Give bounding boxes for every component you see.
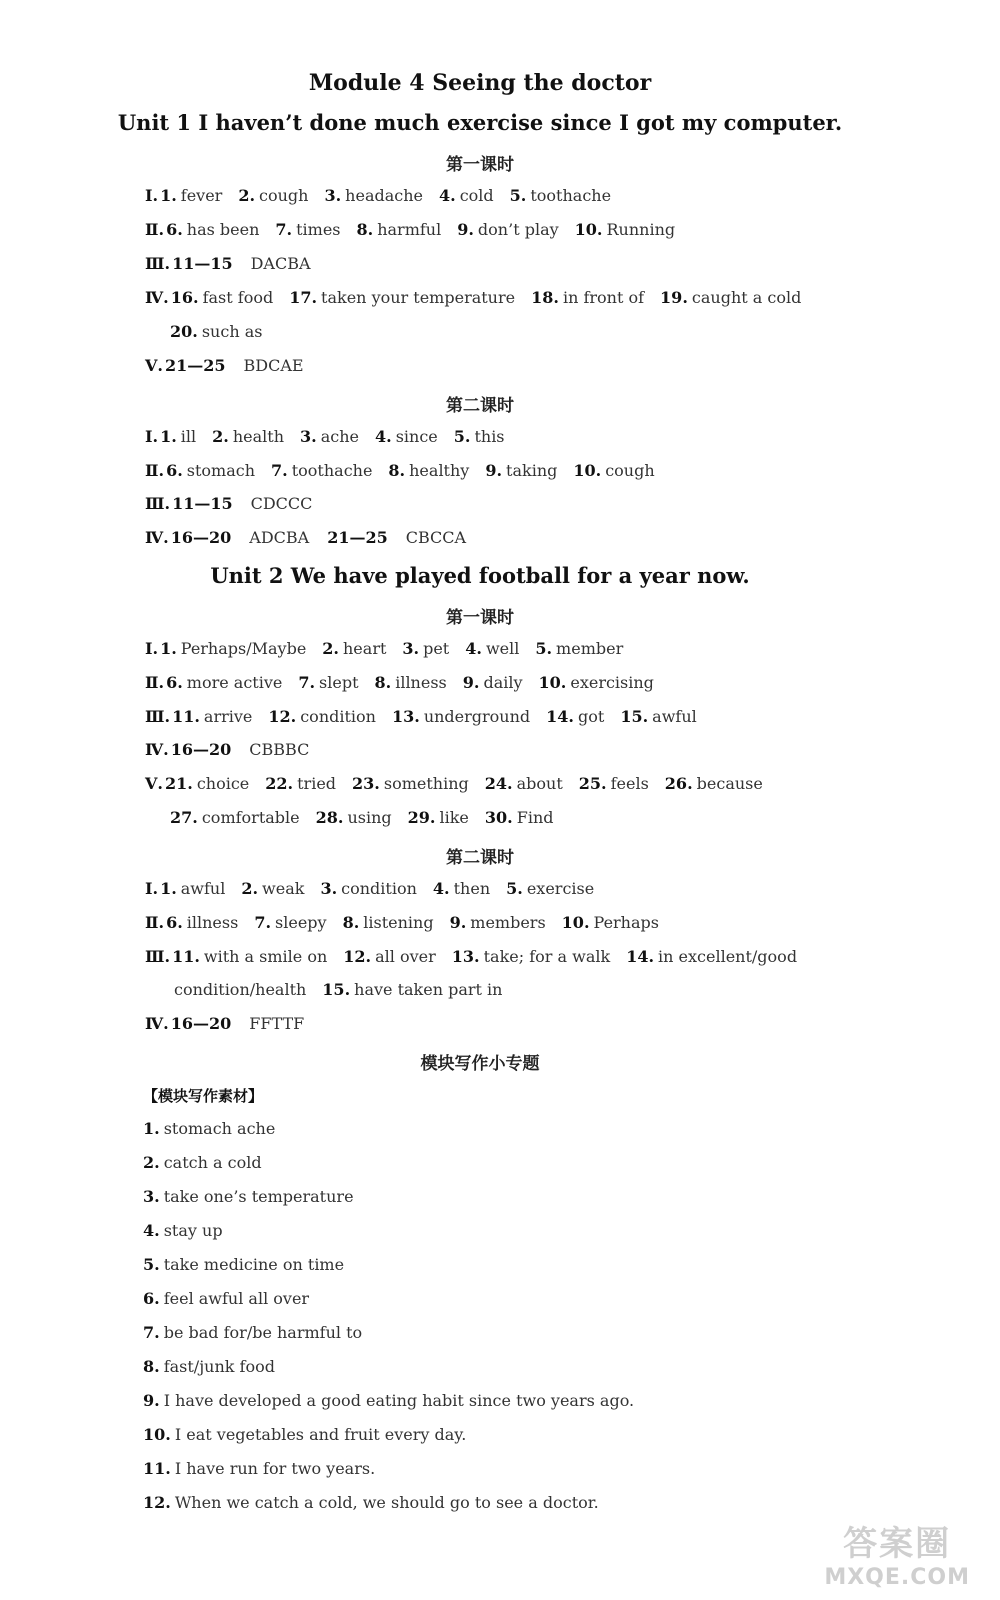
roman-numeral: Ⅱ. [145, 673, 165, 692]
writing-item [143, 1119, 275, 1138]
writing-item [143, 1289, 309, 1308]
answer-number: 8. [356, 220, 374, 239]
answer-item [457, 220, 558, 239]
answer-text: like [439, 808, 469, 827]
answer-text: in excellent/good [658, 947, 798, 966]
answer-item [375, 673, 447, 692]
answer-text: well [485, 639, 520, 658]
answer-number: 9. [457, 220, 474, 239]
answer-text: comfortable [201, 808, 300, 827]
answer-number: 13. [451, 947, 480, 966]
answer-text: feels [610, 774, 649, 793]
answer-text: pet [423, 639, 450, 658]
answer-number: 5. [453, 427, 471, 446]
answer-number: 2. [322, 639, 339, 658]
answer-item [343, 913, 434, 932]
answer-number: 15. [620, 707, 649, 726]
answer-item [316, 808, 392, 827]
writing-item [143, 1459, 375, 1478]
answer-range: 16—20 [170, 1014, 232, 1033]
answer-item [172, 947, 327, 966]
writing-item-number: 7. [143, 1323, 160, 1342]
answer-number: 8. [342, 913, 360, 932]
answer-text: taken your temperature [321, 288, 516, 307]
answer-text: ill [180, 427, 197, 446]
answer-text: exercise [526, 879, 595, 898]
u1l1-section-1 [145, 186, 611, 205]
writing-subtitle: 【模块写作素材】 [143, 1087, 264, 1105]
answer-item [160, 427, 196, 446]
writing-item-text: feel awful all over [163, 1289, 310, 1308]
answer-item [166, 220, 259, 239]
answer-item [454, 427, 505, 446]
writing-item-text: When we catch a cold, we should go to see a doctor. [174, 1493, 599, 1512]
answer-item [535, 639, 623, 658]
answer-number: 2. [241, 879, 259, 898]
answer-item [170, 808, 300, 827]
answer-number: 5. [535, 639, 553, 658]
answer-item [402, 639, 449, 658]
answer-item [160, 186, 222, 205]
answer-item [375, 427, 438, 446]
answer-text: member [556, 639, 624, 658]
answer-text: condition [341, 879, 417, 898]
writing-item-text: stay up [163, 1221, 223, 1240]
answer-number: 6. [166, 461, 183, 480]
answer-text: taking [506, 461, 558, 480]
answer-number: 3. [320, 879, 338, 898]
answer-number: 9. [462, 673, 480, 692]
answer-item [463, 673, 523, 692]
answer-text: sleepy [275, 913, 327, 932]
u2l2-section-3-cont [170, 980, 502, 999]
writing-item [143, 1255, 344, 1274]
answer-text: harmful [377, 220, 442, 239]
u1l1-section-5 [145, 356, 304, 375]
answer-text: health [232, 427, 284, 446]
answer-number: 5. [509, 186, 527, 205]
u2l2-section-1 [145, 879, 594, 898]
answer-text: in front of [562, 288, 645, 307]
roman-numeral: Ⅲ. [145, 254, 171, 273]
answer-item [485, 774, 563, 793]
answer-number: 10. [538, 673, 567, 692]
writing-item [143, 1425, 466, 1444]
u1l1-section-3 [145, 254, 311, 273]
answer-text: take; for a walk [483, 947, 611, 966]
u2l1-section-5 [145, 774, 763, 793]
answer-text: toothache [530, 186, 612, 205]
answer-text: got [578, 707, 605, 726]
answer-text: Perhaps/Maybe [180, 639, 307, 658]
roman-numeral: Ⅴ. [145, 774, 163, 793]
answer-item [170, 322, 262, 341]
answer-number: 18. [531, 288, 559, 307]
answer-item [265, 774, 336, 793]
roman-numeral: Ⅲ. [145, 494, 171, 513]
answer-number: 4. [439, 186, 456, 205]
answer-number: 1. [160, 427, 177, 446]
answer-item [343, 947, 436, 966]
answer-number: 12. [268, 707, 297, 726]
answer-number: 4. [432, 879, 450, 898]
answer-text: Running [606, 220, 676, 239]
writing-item-number: 11. [143, 1459, 171, 1478]
answer-number: 29. [407, 808, 436, 827]
answer-item [573, 461, 654, 480]
writing-item-text: catch a cold [163, 1153, 262, 1172]
answer-number: 6. [166, 220, 183, 239]
answer-item [324, 186, 423, 205]
answer-text: condition/health [174, 980, 307, 999]
u1l1-section-4-cont [170, 322, 262, 341]
u2l2-section-4 [145, 1014, 304, 1033]
answer-number: 9. [485, 461, 503, 480]
roman-numeral: Ⅳ. [145, 740, 169, 759]
answer-item [166, 461, 255, 480]
answer-item [575, 220, 675, 239]
answer-text: don’t play [477, 220, 559, 239]
answer-number: 21. [164, 774, 193, 793]
unit2-lesson2-title: 第二课时 [446, 848, 514, 868]
answer-number: 25. [578, 774, 607, 793]
answer-number: 15. [322, 980, 351, 999]
answer-item [165, 774, 249, 793]
answer-item [160, 639, 306, 658]
answer-item [531, 288, 644, 307]
answer-number: 30. [484, 808, 513, 827]
writing-item-number: 1. [143, 1119, 160, 1138]
module-title: Module 4 Seeing the doctor [308, 70, 652, 96]
answer-text: listening [363, 913, 434, 932]
answer-range: 21—25 [164, 356, 226, 375]
u2l1-section-2 [145, 673, 654, 692]
answer-number: 20. [170, 322, 198, 341]
answer-letters: ADCBA [249, 528, 310, 547]
answer-number: 3. [324, 186, 342, 205]
answer-text: slept [319, 673, 359, 692]
u1l2-section-3 [145, 494, 312, 513]
answer-item [539, 673, 654, 692]
answer-number: 11. [172, 707, 200, 726]
u2l1-section-4 [145, 740, 309, 759]
answer-number: 3. [402, 639, 420, 658]
writing-item-number: 2. [143, 1153, 160, 1172]
answer-item [212, 427, 284, 446]
answer-number: 4. [465, 639, 482, 658]
answer-text: cough [605, 461, 655, 480]
answer-item [452, 947, 610, 966]
answer-number: 7. [271, 461, 288, 480]
answer-text: then [453, 879, 491, 898]
answer-number: 10. [573, 461, 602, 480]
answer-letters: CBBBC [249, 740, 310, 759]
writing-item-text: take medicine on time [163, 1255, 345, 1274]
writing-item-text: I eat vegetables and fruit every day. [174, 1425, 467, 1444]
answer-item [433, 879, 490, 898]
writing-item-text: I have developed a good eating habit since two years ago. [163, 1391, 635, 1410]
u1l2-section-1 [145, 427, 505, 446]
answer-text: illness [395, 673, 447, 692]
answer-text: using [347, 808, 392, 827]
answer-item [388, 461, 469, 480]
answer-text: stomach [186, 461, 256, 480]
answer-item [320, 879, 416, 898]
answer-text: tried [297, 774, 337, 793]
answer-range: 11—15 [172, 494, 233, 513]
answer-text: weak [262, 879, 305, 898]
answer-number: 2. [238, 186, 256, 205]
unit2-title: Unit 2 We have played football for a year now. [210, 563, 750, 588]
answer-number: 24. [484, 774, 513, 793]
u2l1-section-5-cont [170, 808, 554, 827]
u1l1-section-4 [145, 288, 801, 307]
answer-text: with a smile on [203, 947, 328, 966]
answer-item [289, 288, 515, 307]
writing-item [143, 1493, 599, 1512]
answer-text: fast food [202, 288, 274, 307]
roman-numeral: Ⅳ. [145, 1014, 169, 1033]
answer-item [160, 879, 225, 898]
answer-item [275, 220, 340, 239]
answer-text: this [474, 427, 505, 446]
answer-range-2: 21—25 [327, 528, 388, 547]
roman-numeral: Ⅱ. [145, 913, 165, 932]
answer-item [352, 774, 469, 793]
answer-number: 9. [449, 913, 467, 932]
answer-number: 7. [298, 673, 316, 692]
answer-range: 16—20 [170, 740, 232, 759]
answer-letters: FFTTF [249, 1014, 305, 1033]
u2l1-section-1 [145, 639, 623, 658]
u1l2-section-4 [145, 528, 466, 547]
writing-item [143, 1391, 634, 1410]
writing-item-number: 12. [143, 1493, 171, 1512]
answer-item [465, 639, 519, 658]
roman-numeral: Ⅰ. [145, 186, 159, 205]
answer-text: Perhaps [593, 913, 659, 932]
answer-number: 1. [160, 879, 177, 898]
writing-item-number: 9. [143, 1391, 160, 1410]
answer-number: 10. [574, 220, 603, 239]
answer-number: 10. [561, 913, 590, 932]
unit2-lesson1-title: 第一课时 [446, 608, 514, 628]
roman-numeral: Ⅱ. [145, 220, 165, 239]
u1l2-section-2 [145, 461, 655, 480]
writing-item [143, 1221, 223, 1240]
answer-range: 11—15 [172, 254, 233, 273]
writing-item [143, 1153, 262, 1172]
answer-item [408, 808, 469, 827]
writing-item-text: stomach ache [163, 1119, 276, 1138]
roman-numeral: Ⅰ. [145, 427, 159, 446]
answer-number: 13. [391, 707, 420, 726]
answer-number: 14. [626, 947, 655, 966]
answer-item [562, 913, 659, 932]
u2l1-section-3 [145, 707, 697, 726]
roman-numeral: Ⅱ. [145, 461, 165, 480]
writing-item [143, 1323, 362, 1342]
answer-item [322, 980, 502, 999]
writing-item-number: 3. [143, 1187, 160, 1206]
answer-range: 16—20 [170, 528, 232, 547]
answer-number: 8. [374, 673, 392, 692]
answer-number: 17. [289, 288, 318, 307]
answer-text: awful [180, 879, 226, 898]
answer-number: 5. [506, 879, 523, 898]
answer-item [660, 288, 801, 307]
answer-text: choice [196, 774, 250, 793]
answer-text: members [470, 913, 546, 932]
answer-item [357, 220, 442, 239]
answer-letters: DACBA [250, 254, 311, 273]
watermark [824, 1516, 970, 1590]
answer-number: 26. [664, 774, 693, 793]
answer-item [620, 707, 696, 726]
answer-number: 6. [166, 913, 183, 932]
answer-number: 28. [315, 808, 344, 827]
answer-text: something [383, 774, 469, 793]
answer-item [172, 707, 252, 726]
answer-text: fever [180, 186, 223, 205]
writing-item-text: take one’s temperature [163, 1187, 354, 1206]
answer-number: 1. [160, 186, 177, 205]
answer-text: headache [345, 186, 423, 205]
answer-text: ache [320, 427, 359, 446]
answer-text: Find [516, 808, 554, 827]
watermark-cn: 答案圈 [843, 1524, 952, 1564]
answer-item [241, 879, 304, 898]
answer-number: 22. [265, 774, 294, 793]
answer-item [439, 186, 494, 205]
answer-text: daily [483, 673, 523, 692]
answer-item [506, 879, 594, 898]
answer-item [254, 913, 326, 932]
answer-text: all over [375, 947, 436, 966]
writing-item-number: 8. [143, 1357, 160, 1376]
roman-numeral: Ⅴ. [145, 356, 163, 375]
writing-item-number: 6. [143, 1289, 160, 1308]
answer-item [300, 427, 359, 446]
answer-item [450, 913, 546, 932]
roman-numeral: Ⅲ. [145, 947, 171, 966]
answer-text: have taken part in [354, 980, 503, 999]
answer-number: 7. [254, 913, 272, 932]
u2l2-section-2 [145, 913, 659, 932]
answer-text: cough [259, 186, 309, 205]
answer-item [166, 913, 238, 932]
answer-item [271, 461, 372, 480]
unit1-lesson2-title: 第二课时 [446, 396, 514, 416]
answer-text: condition [300, 707, 376, 726]
answer-item [238, 186, 308, 205]
answer-text: illness [186, 913, 239, 932]
answer-number: 3. [300, 427, 317, 446]
answer-text: caught a cold [691, 288, 802, 307]
answer-item [546, 707, 604, 726]
writing-item [143, 1357, 275, 1376]
answer-text: such as [201, 322, 263, 341]
answer-item [392, 707, 530, 726]
answer-text: times [296, 220, 341, 239]
answer-letters: BDCAE [243, 356, 304, 375]
answer-text: arrive [203, 707, 253, 726]
writing-item [143, 1187, 354, 1206]
answer-number: 23. [352, 774, 380, 793]
answer-number: 6. [166, 673, 183, 692]
roman-numeral: Ⅳ. [145, 288, 169, 307]
answer-item [510, 186, 611, 205]
answer-text: exercising [570, 673, 654, 692]
roman-numeral: Ⅲ. [145, 707, 171, 726]
u1l1-section-2 [145, 220, 675, 239]
writing-item-text: I have run for two years. [174, 1459, 376, 1478]
writing-title: 模块写作小专题 [420, 1054, 540, 1074]
answer-text: toothache [291, 461, 373, 480]
answer-text: cold [459, 186, 494, 205]
answer-item [166, 673, 282, 692]
answer-number: 1. [160, 639, 177, 658]
answer-text: awful [652, 707, 697, 726]
answer-number: 19. [660, 288, 688, 307]
answer-item [485, 808, 554, 827]
answer-number: 16. [170, 288, 199, 307]
answer-item [665, 774, 763, 793]
answer-text: because [696, 774, 763, 793]
answer-number: 12. [343, 947, 372, 966]
answer-item [485, 461, 557, 480]
answer-item [268, 707, 376, 726]
answer-item [170, 980, 306, 999]
writing-item-number: 4. [143, 1221, 160, 1240]
roman-numeral: Ⅳ. [145, 528, 169, 547]
writing-item-number: 10. [143, 1425, 171, 1444]
answer-text: more active [186, 673, 283, 692]
answer-item [579, 774, 649, 793]
answer-letters-2: CBCCA [405, 528, 467, 547]
answer-text: about [516, 774, 563, 793]
answer-letters: CDCCC [250, 494, 313, 513]
answer-item [171, 288, 273, 307]
answer-text: since [395, 427, 438, 446]
answer-number: 27. [170, 808, 198, 827]
answer-item [298, 673, 358, 692]
answer-number: 2. [212, 427, 229, 446]
answer-number: 11. [172, 947, 200, 966]
writing-item-number: 5. [143, 1255, 160, 1274]
answer-text: healthy [409, 461, 470, 480]
answer-item [322, 639, 386, 658]
u2l2-section-3 [145, 947, 797, 966]
answer-text: underground [423, 707, 531, 726]
answer-item [626, 947, 797, 966]
roman-numeral: Ⅰ. [145, 879, 159, 898]
answer-number: 14. [546, 707, 574, 726]
answer-text: has been [186, 220, 260, 239]
unit1-title: Unit 1 I haven’t done much exercise since I got my computer. [117, 110, 843, 135]
watermark-en: MXQE.COM [824, 1565, 970, 1590]
writing-item-text: fast/junk food [163, 1357, 275, 1376]
answer-text: heart [343, 639, 387, 658]
unit1-lesson1-title: 第一课时 [446, 155, 514, 175]
answer-number: 4. [374, 427, 392, 446]
roman-numeral: Ⅰ. [145, 639, 159, 658]
writing-item-text: be bad for/be harmful to [163, 1323, 363, 1342]
answer-number: 8. [388, 461, 406, 480]
answer-number: 7. [275, 220, 293, 239]
